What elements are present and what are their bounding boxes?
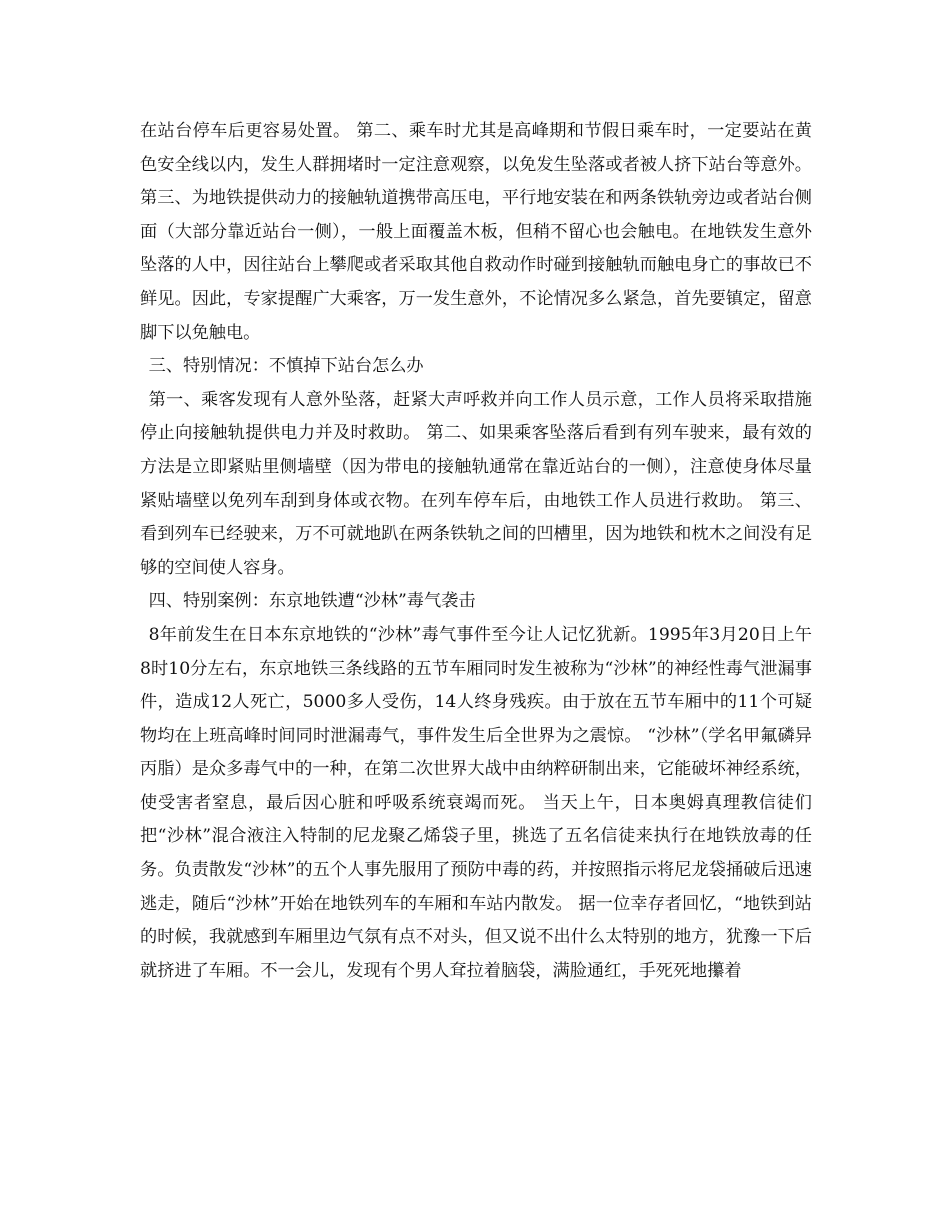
document-page xyxy=(140,115,812,988)
body-paragraph-2: 第一、乘客发现有人意外坠落，赶紧大声呼救并向工作人员示意，工作人员将采取措施停止向接触轨提供电力并及时救助。 第二、如果乘客坠落后看到有列车驶来，最有效的方法是立即紧贴里侧墙壁（因为带电的接触轨通常在靠近站台的一侧），注意使身体尽量紧贴墙壁以免列车刮到身体或衣物。在列车停车后，由地铁工作人员进行救助。 第三、看到列车已经驶来，万不可就地趴在两条铁轨之间的凹槽里，因为地铁和枕木之间没有足够的空间使人容身。 xyxy=(140,389,812,578)
section-heading-3: 三、特别情况：不慎掉下站台怎么办 xyxy=(148,356,424,377)
body-paragraph-1: 在站台停车后更容易处置。 第二、乘车时尤其是高峰期和节假日乘车时，一定要站在黄色安全线以内，发生人群拥堵时一定注意观察，以免发生坠落或者被人挤下站台等意外。 第三、为地铁提供动力的接触轨道携带高压电，平行地安装在和两条铁轨旁边或者站台侧面（大部分靠近站台一侧），一般上面覆盖木板，但稍不留心也会触电。在地铁发生意外坠落的人中，因往站台上攀爬或者采取其他自救动作时碰到接触轨而触电身亡的事故已不鲜见。因此，专家提醒广大乘客，万一发生意外，不论情况多么紧急，首先要镇定，留意脚下以免触电。 xyxy=(140,121,812,343)
body-paragraph-3: 8年前发生在日本东京地铁的“沙林”毒气事件至今让人记忆犹新。1995年3月20日上午8时10分左右，东京地铁三条线路的五节车厢同时发生被称为“沙林”的神经性毒气泄漏事件，造成12人死亡，5000多人受伤，14人终身残疾。由于放在五节车厢中的11个可疑物均在上班高峰时间同时泄漏毒气，事件发生后全世界为之震惊。 “沙林”（学名甲氟磷异丙脂）是众多毒气中的一种，在第二次世界大战中由纳粹研制出来，它能破坏神经系统，使受害者窒息，最后因心脏和呼吸系统衰竭而死。 当天上午，日本奥姆真理教信徒们把“沙林”混合液注入特制的尼龙聚乙烯袋子里，挑选了五名信徒来执行在地铁放毒的任务。负责散发“沙林”的五个人事先服用了预防中毒的药，并按照指示将尼龙袋捅破后迅速逃走，随后“沙林”开始在地铁列车的车厢和车站内散发。 据一位幸存者回忆，“地铁到站的时候，我就感到车厢里边气氛有点不对头，但又说不出什么太特别的地方，犹豫一下后就挤进了车厢。不一会儿，发现有个男人耷拉着脑袋，满脸通红，手死死地攥着 xyxy=(140,624,812,981)
section-heading-4: 四、特别案例：东京地铁遭“沙林”毒气袭击 xyxy=(148,591,476,612)
